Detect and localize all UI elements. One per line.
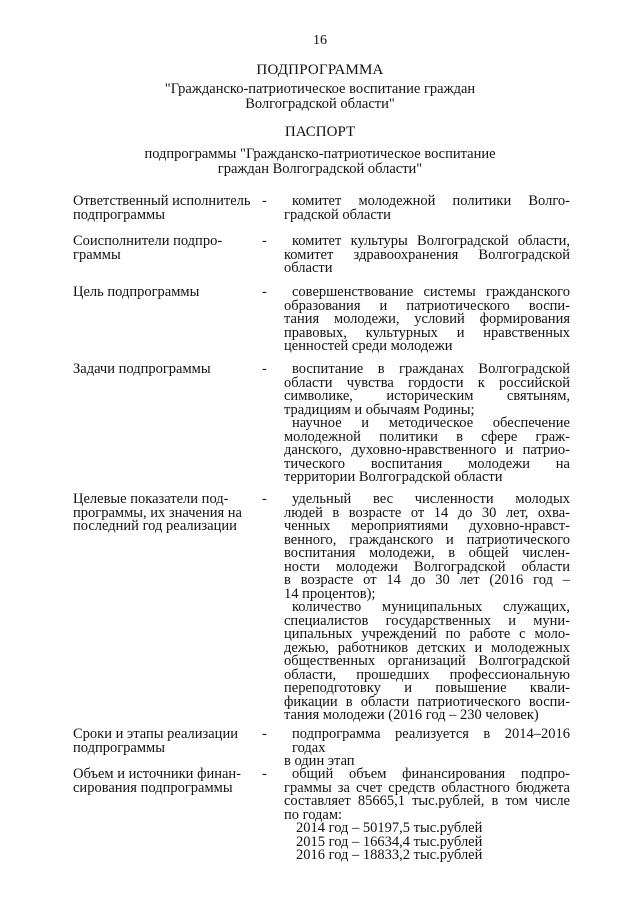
value-line: составляет 85665,1 тыс.рублей, в том числе [284, 793, 570, 809]
passport-subtitle-line: граждан Волгоградской области" [217, 161, 423, 177]
value-line: научное и методическое обеспечение [292, 415, 570, 431]
passport-subtitle [0, 147, 640, 177]
value-line: комитет культуры Волгоградской области, [292, 233, 570, 249]
label-line: подпрограммы [73, 206, 165, 223]
row-label [73, 728, 257, 755]
row-dash: - [262, 193, 267, 209]
value-line: 14 процентов); [284, 585, 376, 602]
document-title: ПОДПРОГРАММА [256, 62, 384, 78]
row-value [284, 493, 570, 723]
value-line: комитет здравоохранения Волгоградской [284, 246, 570, 263]
label-line: Цель подпрограммы [73, 284, 200, 300]
row-value [284, 363, 570, 485]
value-line: в один этап [284, 753, 355, 769]
funding-by-year-line: 2015 год – 16634,4 тыс.рублей [296, 833, 483, 850]
row-value [284, 728, 570, 769]
value-line: ченных мероприятиями духовно-нравст- [284, 518, 570, 534]
value-line: территории Волгоградской области [284, 469, 503, 485]
label-line: последний год реализации [73, 518, 237, 534]
row-dash: - [262, 233, 267, 249]
subprogram-name-line: "Гражданско-патриотическое воспитание граждан [164, 81, 476, 97]
label-line: Сроки и этапы реализации [73, 726, 238, 742]
value-line: количество муниципальных служащих, [292, 599, 570, 615]
row-dash: - [262, 766, 267, 782]
row-label [73, 286, 257, 300]
row-label [73, 195, 257, 222]
value-line: тания молодежи (2016 год – 230 человек) [284, 707, 539, 723]
value-line: области, прошедших профессиональную [284, 666, 570, 683]
row-value [284, 195, 570, 222]
value-line: переподготовку и повышение квали- [284, 680, 570, 696]
value-line: в возрасте от 14 до 30 лет (2016 год – [284, 572, 570, 588]
funding-by-year-line: 2014 год – 50197,5 тыс.рублей [296, 820, 483, 836]
value-line: правовых, культурных и нравственных [284, 324, 570, 341]
value-line: традициям и обычаям Родины; [284, 401, 475, 418]
value-line: фикации в области патриотического воспи- [284, 693, 570, 710]
value-line: людей в возрасте от 14 до 30 лет, охва- [284, 504, 570, 521]
subprogram-name [0, 82, 640, 112]
value-line: дежью, работников детских и молодежных [284, 639, 570, 656]
value-line: комитет молодежной политики Волго- [292, 193, 570, 209]
value-line: области чувства гордости к российской [284, 374, 570, 391]
row-dash: - [262, 361, 267, 377]
value-line: ципальных учреждений по работе с моло- [284, 626, 570, 642]
value-line: тания молодежи, условий формирования [284, 311, 570, 327]
row-label [73, 493, 257, 534]
passport-subtitle-line: подпрограммы "Гражданско-патриотическое воспитание [144, 146, 496, 162]
label-line: Задачи подпрограммы [73, 361, 211, 377]
value-line: подпрограмма реализуется в 2014–2016 годах [292, 726, 570, 756]
row-value [284, 286, 570, 354]
label-line: подпрограммы [73, 739, 165, 756]
passport-heading: ПАСПОРТ [284, 124, 356, 140]
value-line: молодежной политики в сфере граж- [284, 428, 570, 445]
row-value [284, 768, 570, 863]
value-line: специалистов государственных и муни- [284, 612, 570, 629]
label-line: Ответственный исполнитель [73, 193, 251, 209]
value-line: венного, гражданского и патриотического [284, 531, 570, 548]
row-dash: - [262, 284, 267, 300]
row-value [284, 235, 570, 276]
value-line: общественных организаций Волгоградской [284, 653, 570, 669]
value-line: граммы за счет средств областного бюджета [284, 779, 570, 796]
subprogram-name-line: Волгоградской области" [245, 96, 395, 112]
row-label [73, 768, 257, 795]
value-line: совершенствование системы гражданского [292, 284, 570, 300]
label-line: граммы [73, 246, 121, 263]
value-line: тического воспитания молодежи на [284, 455, 570, 472]
value-line: символике, историческим святыням, [284, 388, 570, 404]
row-dash: - [262, 491, 267, 507]
value-line: воспитание в гражданах Волгоградской [292, 361, 570, 377]
value-line: области [284, 260, 333, 276]
value-line: ценностей среди молодежи [284, 338, 453, 354]
label-line: Соисполнители подпро- [73, 233, 223, 249]
row-label [73, 235, 257, 262]
value-line: воспитания молодежи, в общей числен- [284, 545, 570, 561]
value-line: удельный вес численности молодых [292, 491, 570, 507]
value-line: общий объем финансирования подпро- [292, 766, 570, 782]
value-line: ности молодежи Волгоградской области [284, 558, 570, 575]
label-line: программы, их значения на [73, 504, 242, 521]
row-dash: - [262, 726, 267, 742]
value-line: градской области [284, 206, 391, 223]
value-line: данского, духовно-нравственного и патрио- [284, 442, 570, 458]
value-line: по годам: [284, 806, 343, 823]
label-line: сирования подпрограммы [73, 779, 233, 796]
value-line: образования и патриотического воспи- [284, 297, 570, 314]
label-line: Целевые показатели под- [73, 491, 229, 507]
row-label [73, 363, 257, 377]
page-number: 16 [313, 33, 327, 48]
funding-by-year-line: 2016 год – 18833,2 тыс.рублей [296, 847, 483, 863]
label-line: Объем и источники финан- [73, 766, 242, 782]
